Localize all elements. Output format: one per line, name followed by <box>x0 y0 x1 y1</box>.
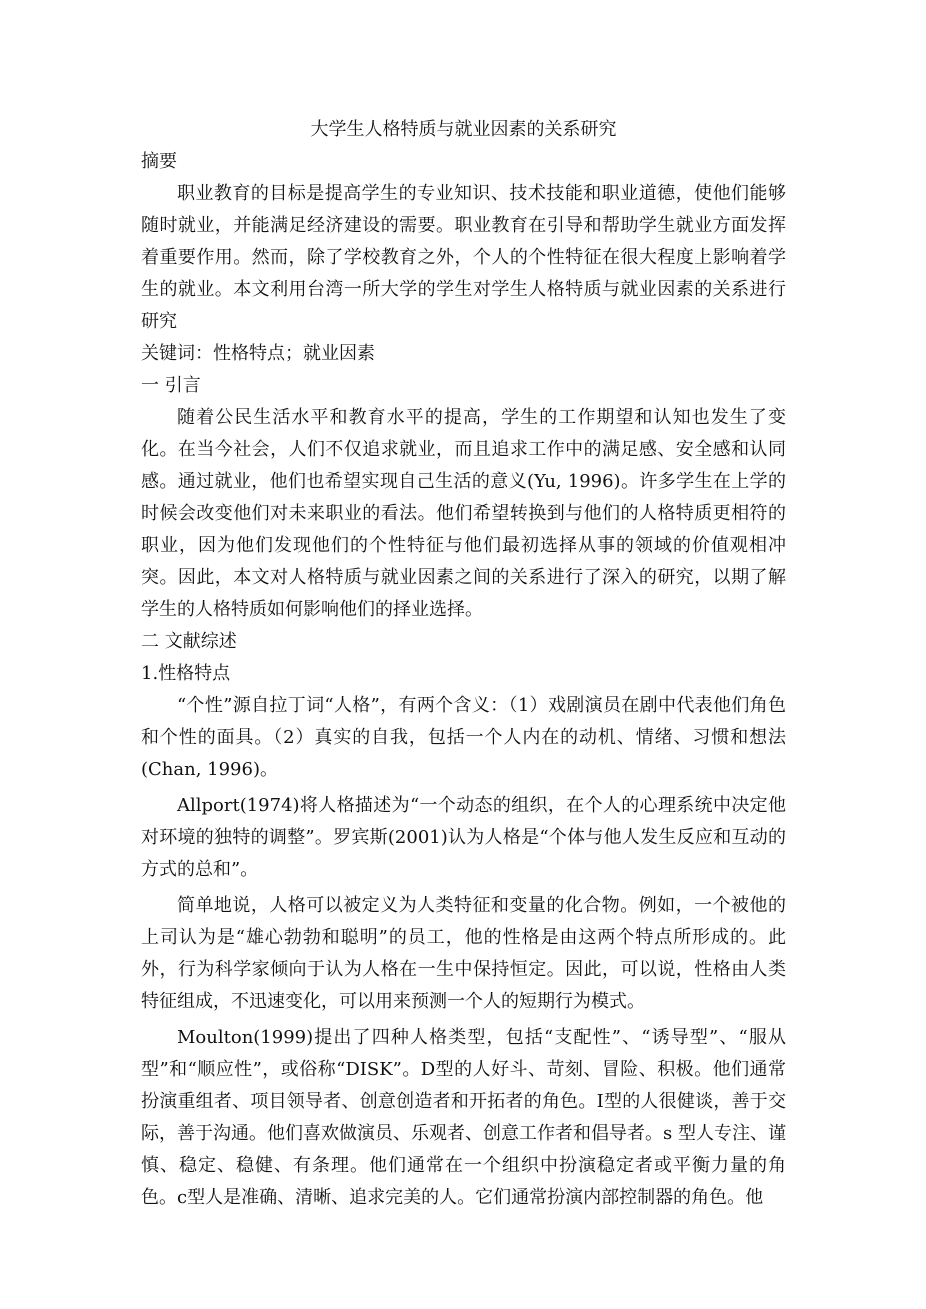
literature-paragraph: Moulton(1999)提出了四种人格类型，包括“支配性”、“诱导型”、“服从型”和“顺应性”，或俗称“DISK”。D型的人好斗、苛刻、冒险、积极。他们通常扮演重组者、项目领导者、创意创造者和开拓者的角色。I型的人很健谈，善于交际，善于沟通。他们喜欢做演员、乐观者、创意工作者和倡导者。s 型人专注、谨慎、稳定、稳健、有条理。他们通常在一个组织中扮演稳定者或平衡力量的角色。c型人是准确、清晰、追求完美的人。它们通常扮演内部控制器的角色。他 <box>141 1027 786 1208</box>
abstract-paragraph: 职业教育的目标是提高学生的专业知识、技术技能和职业道德，使他们能够随时就业，并能满足经济建设的需要。职业教育在引导和帮助学生就业方面发挥着重要作用。然而，除了学校教育之外，个人的个性特征在很大程度上影响着学生的就业。本文利用台湾一所大学的学生对学生人格特质与就业因素的关系进行研究 <box>141 183 786 332</box>
document-title: 大学生人格特质与就业因素的关系研究 <box>310 119 617 140</box>
section-heading-literature-review: 二 文献综述 <box>141 631 237 652</box>
literature-paragraph: “个性”源自拉丁词“人格”，有两个含义：（1）戏剧演员在剧中代表他们角色和个性的面具。（2）真实的自我，包括一个人内在的动机、情绪、习惯和想法(Chan, 1996)。 <box>141 695 786 780</box>
keywords-line: 关键词：性格特点；就业因素 <box>141 343 375 364</box>
subsection-heading-personality: 1.性格特点 <box>141 663 231 684</box>
literature-paragraph: 简单地说，人格可以被定义为人类特征和变量的化合物。例如，一个被他的上司认为是“雄心勃勃和聪明”的员工，他的性格是由这两个特点所形成的。此外，行为科学家倾向于认为人格在一生中保持恒定。因此，可以说，性格由人类特征组成，不迅速变化，可以用来预测一个人的短期行为模式。 <box>141 895 786 1012</box>
section-heading-introduction: 一 引言 <box>141 375 201 396</box>
introduction-paragraph: 随着公民生活水平和教育水平的提高，学生的工作期望和认知也发生了变化。在当今社会，人们不仅追求就业，而且追求工作中的满足感、安全感和认同感。通过就业，他们也希望实现自己生活的意义(Yu, 1996)。许多学生在上学的时候会改变他们对未来职业的看法。他们希望转换到与他们的人格特质更相符的职业，因为他们发现他们的个性特征与他们最初选择从事的领域的价值观相冲突。因此，本文对人格特质与就业因素之间的关系进行了深入的研究，以期了解学生的人格特质如何影响他们的择业选择。 <box>141 407 786 620</box>
literature-paragraph: Allport(1974)将人格描述为“一个动态的组织，在个人的心理系统中决定他对环境的独特的调整”。罗宾斯(2001)认为人格是“个体与他人发生反应和互动的方式的总和”。 <box>141 795 786 880</box>
abstract-heading: 摘要 <box>141 151 177 172</box>
